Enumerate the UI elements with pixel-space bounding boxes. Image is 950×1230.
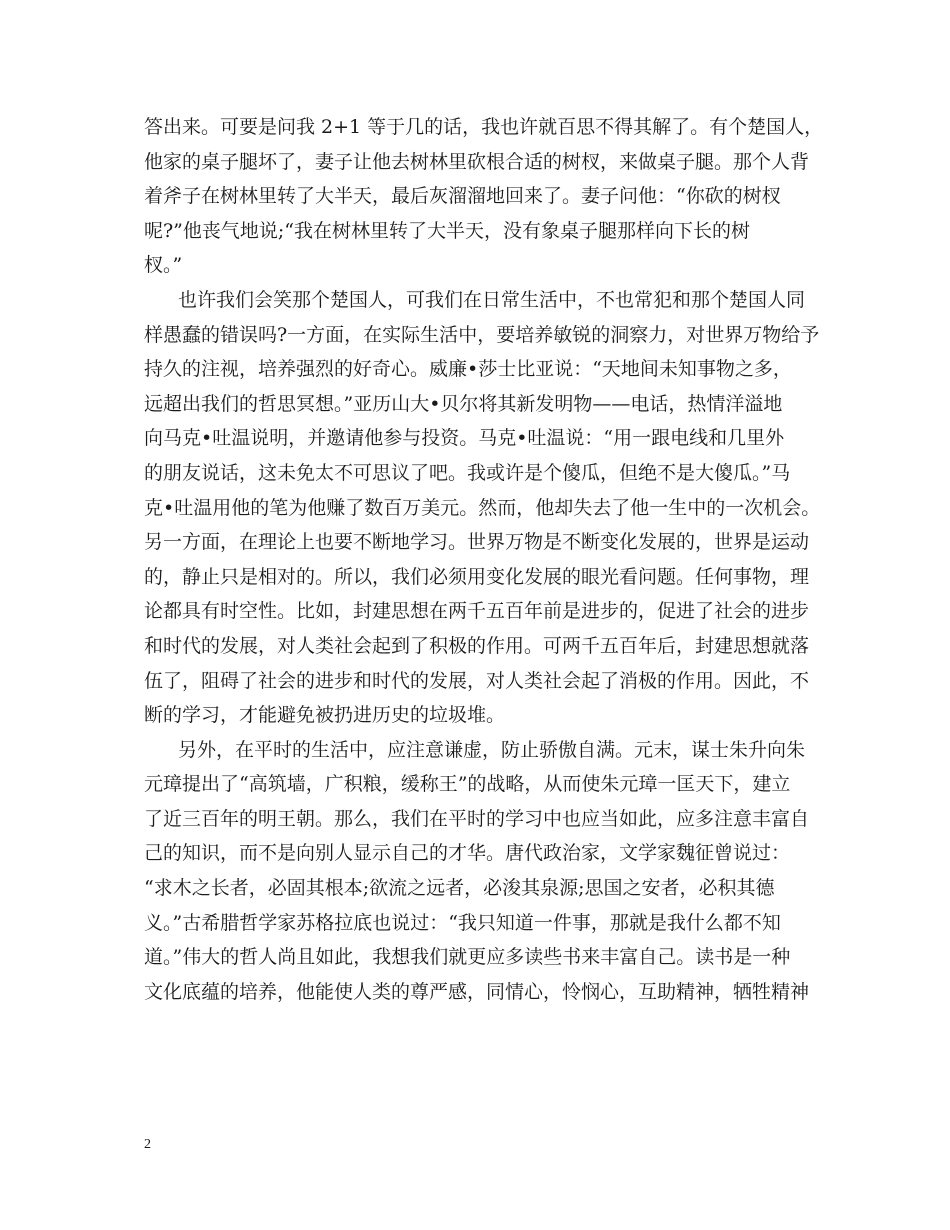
body-text bbox=[144, 110, 824, 1009]
text-line: 的，静止只是相对的。所以，我们必须用变化发展的眼光看问题。任何事物，理 bbox=[144, 565, 810, 588]
page-number: 2 bbox=[144, 1137, 151, 1152]
text-line: 着斧子在树林里转了大半天，最后灰溜溜地回来了。妻子问他：“你砍的树杈 bbox=[144, 185, 781, 208]
text-line: 己的知识，而不是向别人显示自己的才华。唐代政治家，文学家魏征曾说过： bbox=[144, 842, 791, 865]
text-line: 杈。” bbox=[144, 254, 183, 277]
text-line: 伍了，阻碍了社会的进步和时代的发展，对人类社会起了消极的作用。因此，不 bbox=[144, 669, 810, 692]
text-line: 也许我们会笑那个楚国人，可我们在日常生活中，不也常犯和那个楚国人同 bbox=[178, 288, 806, 311]
text-line: 了近三百年的明王朝。那么，我们在平时的学习中也应当如此，应多注意丰富自 bbox=[144, 807, 810, 830]
text-line: 克•吐温用他的笔为他赚了数百万美元。然而，他却失去了他一生中的一次机会。 bbox=[144, 496, 821, 519]
text-line: 样愚蠢的错误吗?一方面，在实际生活中，要培养敏锐的洞察力，对世界万物给予 bbox=[144, 323, 820, 346]
text-line: “求木之长者，必固其根本;欲流之远者，必浚其泉源;思国之安者，必积其德 bbox=[144, 877, 775, 900]
text-line: 他家的桌子腿坏了，妻子让他去树林里砍根合适的树杈，来做桌子腿。那个人背 bbox=[144, 150, 810, 173]
text-line: 呢?”他丧气地说;“我在树林里转了大半天，没有象桌子腿那样向下长的树 bbox=[144, 219, 751, 242]
text-line: 答出来。可要是问我 2+1 等于几的话，我也许就百思不得其解了。有个楚国人， bbox=[144, 116, 824, 138]
text-line: 道。”伟大的哲人尚且如此，我想我们就更应多读些书来丰富自己。读书是一种 bbox=[144, 946, 791, 969]
text-line: 远超出我们的哲思冥想。”亚历山大•贝尔将其新发明物——电话，热情洋溢地 bbox=[144, 392, 783, 415]
text-line: 另外，在平时的生活中，应注意谦虚，防止骄傲自满。元末，谋士朱升向朱 bbox=[178, 738, 806, 761]
text-line: 义。”古希腊哲学家苏格拉底也说过：“我只知道一件事，那就是我什么都不知 bbox=[144, 911, 781, 934]
text-line: 的朋友说话，这未免太不可思议了吧。我或许是个傻瓜，但绝不是大傻瓜。”马 bbox=[144, 461, 791, 484]
text-line: 断的学习，才能避免被扔进历史的垃圾堆。 bbox=[144, 704, 506, 727]
text-line: 另一方面，在理论上也要不断地学习。世界万物是不断变化发展的，世界是运动 bbox=[144, 531, 810, 554]
text-line: 和时代的发展，对人类社会起到了积极的作用。可两千五百年后，封建思想就落 bbox=[144, 634, 810, 657]
text-line: 论都具有时空性。比如，封建思想在两千五百年前是进步的，促进了社会的进步 bbox=[144, 600, 810, 623]
text-line: 文化底蕴的培养，他能使人类的尊严感，同情心，怜悯心，互助精神，牺牲精神 bbox=[144, 980, 810, 1003]
text-line: 持久的注视，培养强烈的好奇心。威廉•莎士比亚说：“天地间未知事物之多， bbox=[144, 358, 792, 381]
text-line: 元璋提出了“高筑墙，广积粮，缓称王”的战略，从而使朱元璋一匡天下，建立 bbox=[144, 773, 791, 796]
text-line: 向马克•吐温说明，并邀请他参与投资。马克•吐温说：“用一跟电线和几里外 bbox=[144, 427, 785, 450]
